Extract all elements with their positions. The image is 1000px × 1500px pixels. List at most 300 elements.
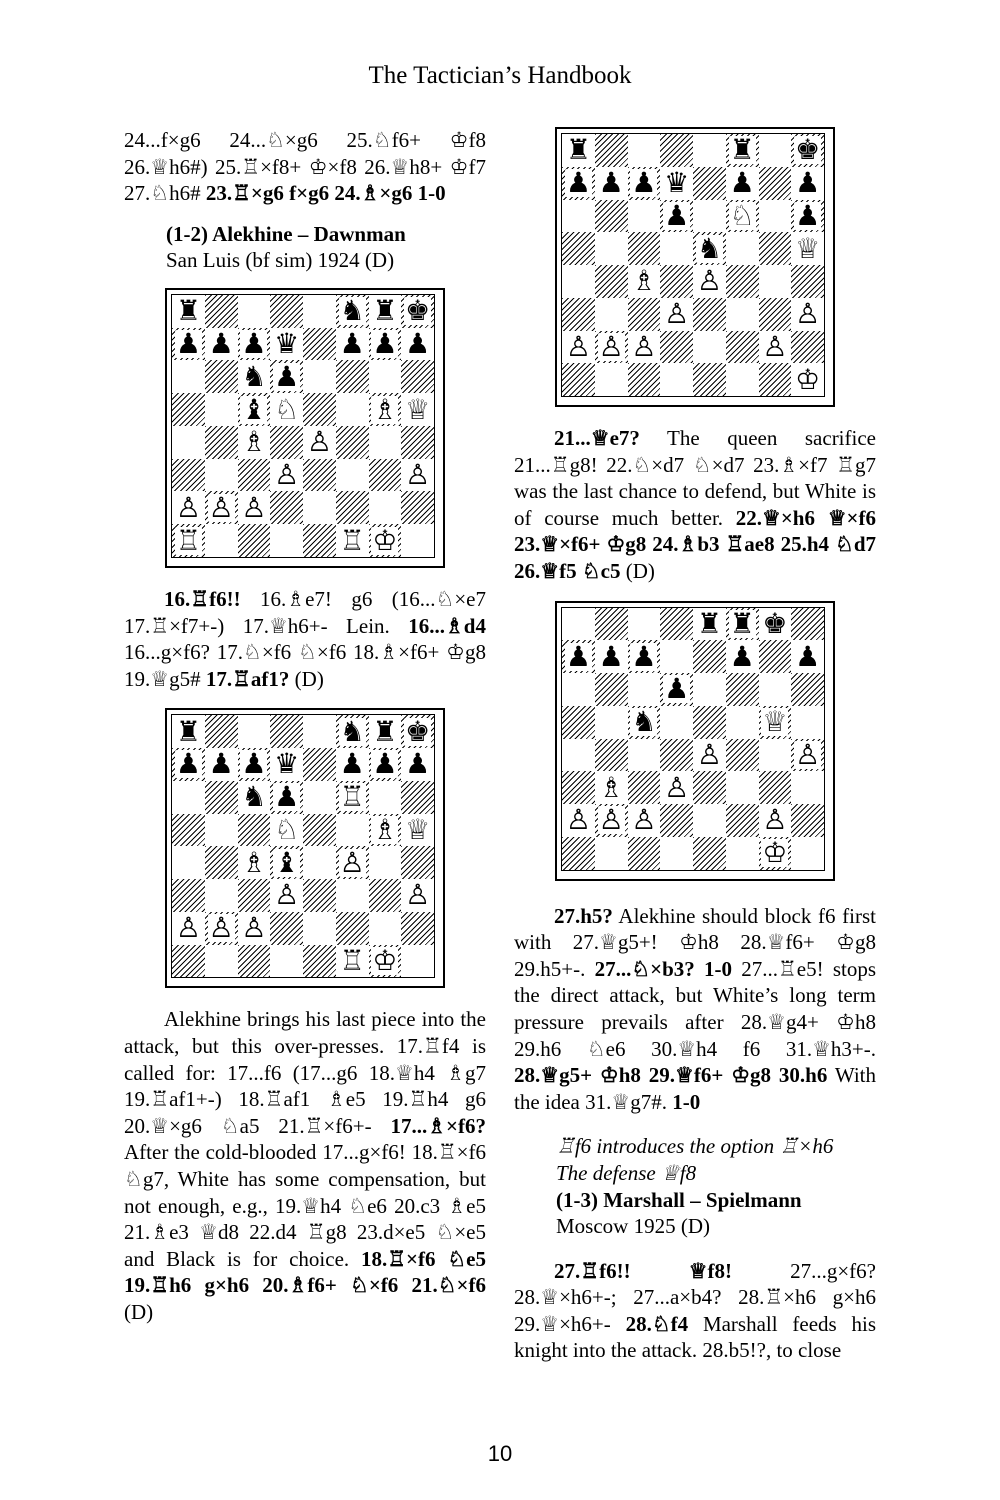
board-square <box>172 715 205 748</box>
board-square <box>693 134 726 167</box>
black-bishop-icon: ♝ <box>274 845 300 879</box>
board-square <box>172 912 205 945</box>
board-square <box>660 804 693 837</box>
board-square <box>595 298 628 331</box>
board-square <box>791 608 824 641</box>
board-square <box>336 814 369 847</box>
black-pawn-icon: ♟ <box>175 747 201 781</box>
board-square <box>401 426 434 459</box>
white-rook-icon: ♖ <box>175 523 201 557</box>
white-knight-icon: ♘ <box>729 198 755 232</box>
board-square <box>270 459 303 492</box>
board-square <box>172 360 205 393</box>
board-square <box>595 706 628 739</box>
board-square <box>238 748 271 781</box>
white-pawn-icon: ♙ <box>762 329 788 363</box>
board-square <box>205 426 238 459</box>
board-square <box>303 846 336 879</box>
game-title: (1-3) Marshall – Spielmann <box>556 1187 802 1212</box>
board-square <box>303 912 336 945</box>
board-square <box>270 393 303 426</box>
board-square <box>562 608 595 641</box>
board-square <box>303 426 336 459</box>
black-pawn-icon: ♟ <box>664 672 690 706</box>
white-pawn-icon: ♙ <box>274 878 300 912</box>
board-square <box>693 673 726 706</box>
board-square <box>172 295 205 328</box>
board-square <box>270 360 303 393</box>
board-square <box>205 748 238 781</box>
board-square <box>660 298 693 331</box>
black-queen-icon: ♛ <box>274 747 300 781</box>
board-square <box>628 837 661 870</box>
black-pawn-icon: ♟ <box>405 747 431 781</box>
board-square <box>336 748 369 781</box>
white-bishop-icon: ♗ <box>241 425 267 459</box>
board-square <box>595 134 628 167</box>
board-square <box>660 167 693 200</box>
board-square <box>336 328 369 361</box>
white-pawn-icon: ♙ <box>565 803 591 837</box>
board-square <box>759 363 792 396</box>
board-square <box>238 524 271 557</box>
white-queen-icon: ♕ <box>405 812 431 846</box>
board-square <box>401 328 434 361</box>
board-square <box>693 706 726 739</box>
black-queen-icon: ♛ <box>664 166 690 200</box>
board-square <box>628 706 661 739</box>
board-square <box>759 640 792 673</box>
board-square <box>401 295 434 328</box>
black-pawn-icon: ♟ <box>795 639 821 673</box>
black-pawn-icon: ♟ <box>274 780 300 814</box>
running-header: The Tactician’s Handbook <box>368 62 632 89</box>
board-square <box>172 814 205 847</box>
board-square <box>791 134 824 167</box>
black-pawn-icon: ♟ <box>372 327 398 361</box>
board-square <box>205 912 238 945</box>
black-rook-icon: ♜ <box>372 294 398 328</box>
black-pawn-icon: ♟ <box>372 747 398 781</box>
board-square <box>628 167 661 200</box>
black-queen-icon: ♛ <box>274 327 300 361</box>
black-pawn-icon: ♟ <box>208 747 234 781</box>
chess-diagram <box>165 288 445 568</box>
board-square <box>693 200 726 233</box>
chess-diagram <box>165 708 445 988</box>
white-king-icon: ♔ <box>372 943 398 977</box>
board-square <box>270 524 303 557</box>
black-pawn-icon: ♟ <box>405 327 431 361</box>
white-queen-icon: ♕ <box>762 705 788 739</box>
board-square <box>759 134 792 167</box>
board-square <box>270 426 303 459</box>
board-square <box>369 360 402 393</box>
board-square <box>205 393 238 426</box>
white-pawn-icon: ♙ <box>241 911 267 945</box>
board-square <box>628 739 661 772</box>
board-square <box>270 912 303 945</box>
board-square <box>336 360 369 393</box>
white-rook-icon: ♖ <box>339 780 365 814</box>
board-square <box>791 837 824 870</box>
board-square <box>562 298 595 331</box>
right-column <box>514 127 876 1364</box>
board-square <box>369 295 402 328</box>
board-square <box>336 846 369 879</box>
white-pawn-icon: ♙ <box>598 803 624 837</box>
board-square <box>791 167 824 200</box>
board-square <box>726 167 759 200</box>
board-square <box>303 814 336 847</box>
board-square <box>369 426 402 459</box>
board-square <box>759 331 792 364</box>
board-square <box>205 491 238 524</box>
board-square <box>628 608 661 641</box>
board-square <box>238 491 271 524</box>
board-square <box>205 781 238 814</box>
white-pawn-icon: ♙ <box>598 329 624 363</box>
paragraph: 21...♕e7? The queen sacrifice 21...♖g8! 22.♘×d7 ♘×d7 23.♗×f7 ♖g7 was the last chance to defend, but White is of course much better. 22.♕×h6 ♕×f6 23.♕×f6+ ♔g8 24.♗b3 ♖ae8 25.h4 ♘d7 26.♕f5 ♘c5 (D) <box>514 426 876 583</box>
board-square <box>205 715 238 748</box>
board-square <box>401 846 434 879</box>
board-square <box>172 426 205 459</box>
board-square <box>759 232 792 265</box>
board-square <box>759 200 792 233</box>
white-king-icon: ♔ <box>762 836 788 870</box>
board-square <box>693 331 726 364</box>
white-rook-icon: ♖ <box>339 943 365 977</box>
board-square <box>660 331 693 364</box>
board-square <box>791 232 824 265</box>
board-square <box>369 524 402 557</box>
white-king-icon: ♔ <box>372 523 398 557</box>
white-pawn-icon: ♙ <box>306 425 332 459</box>
black-pawn-icon: ♟ <box>631 166 657 200</box>
black-rook-icon: ♜ <box>175 294 201 328</box>
board-square <box>336 491 369 524</box>
black-rook-icon: ♜ <box>729 606 755 640</box>
board-square <box>303 748 336 781</box>
board-square <box>562 232 595 265</box>
board-square <box>759 739 792 772</box>
board-square <box>562 363 595 396</box>
white-king-icon: ♔ <box>795 362 821 396</box>
board-square <box>726 673 759 706</box>
board-square <box>791 804 824 837</box>
board-square <box>238 781 271 814</box>
board-square <box>693 837 726 870</box>
white-bishop-icon: ♗ <box>598 770 624 804</box>
board-square <box>369 814 402 847</box>
board-square <box>336 295 369 328</box>
board-square <box>759 167 792 200</box>
black-knight-icon: ♞ <box>631 705 657 739</box>
board-square <box>791 771 824 804</box>
black-rook-icon: ♜ <box>696 606 722 640</box>
board-square <box>238 459 271 492</box>
board-square <box>693 363 726 396</box>
board-square <box>693 739 726 772</box>
board-square <box>660 739 693 772</box>
board-square <box>238 715 271 748</box>
black-pawn-icon: ♟ <box>565 639 591 673</box>
board-square <box>238 328 271 361</box>
white-pawn-icon: ♙ <box>241 490 267 524</box>
board-square <box>270 814 303 847</box>
board-square <box>369 945 402 978</box>
board-square <box>726 837 759 870</box>
board-square <box>270 781 303 814</box>
board-square <box>369 781 402 814</box>
board-square <box>270 846 303 879</box>
black-pawn-icon: ♟ <box>729 639 755 673</box>
white-pawn-icon: ♙ <box>795 297 821 331</box>
board-square <box>628 363 661 396</box>
board-square <box>303 715 336 748</box>
board-square <box>401 459 434 492</box>
board-square <box>660 640 693 673</box>
board-square <box>595 363 628 396</box>
board-square <box>759 265 792 298</box>
board-square <box>660 706 693 739</box>
board-square <box>205 360 238 393</box>
board-square <box>562 134 595 167</box>
board-square <box>562 167 595 200</box>
white-pawn-icon: ♙ <box>664 297 690 331</box>
board-square <box>759 837 792 870</box>
board-square <box>759 298 792 331</box>
note-line: ♖f6 introduces the option ♖×h6 <box>556 1134 834 1159</box>
board-square <box>628 673 661 706</box>
board-square <box>693 608 726 641</box>
white-pawn-icon: ♙ <box>405 878 431 912</box>
board-square <box>628 331 661 364</box>
board-square <box>401 748 434 781</box>
board-square <box>369 491 402 524</box>
board-square <box>562 771 595 804</box>
board-square <box>595 167 628 200</box>
black-pawn-icon: ♟ <box>664 198 690 232</box>
board-square <box>205 879 238 912</box>
board-square <box>205 295 238 328</box>
board-square <box>369 459 402 492</box>
board-square <box>726 804 759 837</box>
board-square <box>693 265 726 298</box>
board-square <box>336 715 369 748</box>
board-square <box>336 879 369 912</box>
board-square <box>759 673 792 706</box>
board-square <box>693 167 726 200</box>
white-bishop-icon: ♗ <box>631 264 657 298</box>
note-line: The defense ♕f8 <box>556 1160 697 1185</box>
white-pawn-icon: ♙ <box>405 458 431 492</box>
left-column <box>124 127 486 1325</box>
black-bishop-icon: ♝ <box>241 392 267 426</box>
white-bishop-icon: ♗ <box>372 392 398 426</box>
board-square <box>595 265 628 298</box>
board-square <box>595 608 628 641</box>
black-king-icon: ♚ <box>795 133 821 167</box>
board-square <box>172 393 205 426</box>
notes-block <box>514 1133 876 1239</box>
board-square <box>660 673 693 706</box>
board-square <box>172 491 205 524</box>
board-square <box>595 739 628 772</box>
board-square <box>205 846 238 879</box>
board-square <box>726 298 759 331</box>
board-square <box>562 640 595 673</box>
board-square <box>726 265 759 298</box>
board-square <box>595 640 628 673</box>
black-pawn-icon: ♟ <box>274 359 300 393</box>
board-square <box>303 393 336 426</box>
white-pawn-icon: ♙ <box>762 803 788 837</box>
board-square <box>303 879 336 912</box>
board-square <box>369 912 402 945</box>
board-square <box>303 459 336 492</box>
black-knight-icon: ♞ <box>696 231 722 265</box>
black-knight-icon: ♞ <box>339 294 365 328</box>
white-pawn-icon: ♙ <box>795 737 821 771</box>
board-square <box>660 200 693 233</box>
board-square <box>759 608 792 641</box>
board-square <box>595 673 628 706</box>
board-square <box>270 491 303 524</box>
chess-diagram <box>555 601 835 881</box>
board-square <box>791 363 824 396</box>
black-king-icon: ♚ <box>762 606 788 640</box>
board-square <box>628 771 661 804</box>
board-square <box>303 360 336 393</box>
board-square <box>562 739 595 772</box>
board-square <box>401 360 434 393</box>
black-king-icon: ♚ <box>405 294 431 328</box>
board-square <box>791 673 824 706</box>
board-square <box>270 328 303 361</box>
board-square <box>369 748 402 781</box>
paragraph: Alekhine brings his last piece into the attack, but this over-presses. 17.♖f4 is called for: 17...f6 (17...g6 18.♕h4 ♗g7 19.♖af1+-) 18.♖af1 ♗e5 19.♖h4 g6 20.♕×g6 ♘a5 21.♖×f6+- 17...♗×f6? After the cold-blooded 17...g×f6! 18.♖×f6 ♘g7, White has some compensation, but not enough, e.g., 19.♕h4 ♘e6 20.c3 ♗e5 21.♗e3 ♕d8 22.d4 ♖g8 23.d×e5 ♘×e5 and Black is for choice. 18.♖×f6 ♘e5 19.♖h6 g×h6 20.♗f6+ ♘×f6 21.♘×f6 (D) <box>124 1007 486 1324</box>
white-queen-icon: ♕ <box>405 392 431 426</box>
board-square <box>628 232 661 265</box>
board-square <box>401 912 434 945</box>
board-square <box>303 295 336 328</box>
board-square <box>562 837 595 870</box>
board-square <box>693 804 726 837</box>
board-square <box>172 459 205 492</box>
board-square <box>336 524 369 557</box>
board-square <box>205 459 238 492</box>
board-square <box>303 491 336 524</box>
board-square <box>693 298 726 331</box>
board-square <box>401 781 434 814</box>
game-event: Moscow 1925 (D) <box>556 1214 710 1239</box>
board-square <box>238 846 271 879</box>
board-square <box>595 804 628 837</box>
black-pawn-icon: ♟ <box>339 747 365 781</box>
board-square <box>660 771 693 804</box>
game-heading <box>124 221 486 274</box>
white-rook-icon: ♖ <box>339 523 365 557</box>
board-square <box>791 640 824 673</box>
board-square <box>369 328 402 361</box>
board-square <box>693 232 726 265</box>
black-pawn-icon: ♟ <box>598 166 624 200</box>
black-pawn-icon: ♟ <box>175 327 201 361</box>
black-knight-icon: ♞ <box>241 359 267 393</box>
paragraph: 16.♖f6!! 16.♗e7! g6 (16...♘×e7 17.♖×f7+-) 17.♕h6+- Lein. 16...♗d4 16...g×f6? 17.♘×f6 ♘×f6 18.♗×f6+ ♔g8 19.♕g5# 17.♖af1? (D) <box>124 586 486 691</box>
board-square <box>336 393 369 426</box>
board-square <box>660 608 693 641</box>
board-square <box>726 232 759 265</box>
board-square <box>628 134 661 167</box>
board-square <box>660 232 693 265</box>
white-pawn-icon: ♙ <box>631 803 657 837</box>
board-square <box>660 134 693 167</box>
board-square <box>759 706 792 739</box>
board-square <box>791 739 824 772</box>
board-square <box>172 328 205 361</box>
board-square <box>336 426 369 459</box>
black-pawn-icon: ♟ <box>339 327 365 361</box>
white-bishop-icon: ♗ <box>372 812 398 846</box>
board-square <box>595 331 628 364</box>
board-square <box>401 945 434 978</box>
white-knight-icon: ♘ <box>274 812 300 846</box>
board-square <box>628 640 661 673</box>
board-square <box>726 739 759 772</box>
game-event: San Luis (bf sim) 1924 (D) <box>166 248 395 273</box>
board-square <box>205 328 238 361</box>
board-square <box>693 771 726 804</box>
board-square <box>791 200 824 233</box>
board-square <box>238 360 271 393</box>
board-square <box>336 459 369 492</box>
paragraph: 27.h5? Alekhine should block f6 first with 27.♕g5+! ♔h8 28.♕f6+ ♔g8 29.h5+-. 27...♘×b3? 1-0 27...♖e5! stops the direct attack, but White’s long term pressure prevails after 28.♕g4+ ♔h8 29.h6 ♘e6 30.♕h4 f6 31.♕h3+-. 28.♕g5+ ♔h8 29.♕f6+ ♔g8 30.h6 With the idea 31.♕g7#. 1-0 <box>514 903 876 1114</box>
white-pawn-icon: ♙ <box>208 911 234 945</box>
black-rook-icon: ♜ <box>372 714 398 748</box>
board-square <box>205 814 238 847</box>
board-square <box>726 363 759 396</box>
board-square <box>270 715 303 748</box>
board-square <box>303 781 336 814</box>
board-square <box>595 232 628 265</box>
board-square <box>303 524 336 557</box>
board-square <box>238 295 271 328</box>
board-square <box>172 748 205 781</box>
white-pawn-icon: ♙ <box>339 845 365 879</box>
board-square <box>336 781 369 814</box>
white-pawn-icon: ♙ <box>208 490 234 524</box>
board-square <box>562 706 595 739</box>
black-pawn-icon: ♟ <box>631 639 657 673</box>
black-pawn-icon: ♟ <box>565 166 591 200</box>
board-square <box>238 393 271 426</box>
board-square <box>726 706 759 739</box>
paragraph: 27.♖f6!! ♕f8! 27...g×f6? 28.♕×h6+-; 27...a×b4? 28.♖×h6 g×h6 29.♕×h6+- 28.♘f4 Marshall feeds his knight into the attack. 28.b5!?, to close <box>514 1258 876 1363</box>
board-square <box>172 879 205 912</box>
board-square <box>562 804 595 837</box>
board-square <box>205 945 238 978</box>
board-square <box>791 265 824 298</box>
paragraph: 24...f×g6 24...♘×g6 25.♘f6+ ♔f8 26.♕h6#) 25.♖×f8+ ♔×f8 26.♕h8+ ♔f7 27.♘h6# 23.♖×g6 f×g6 24.♗×g6 1-0 <box>124 128 486 206</box>
black-rook-icon: ♜ <box>729 133 755 167</box>
board-square <box>401 814 434 847</box>
board-square <box>401 879 434 912</box>
board-square <box>791 706 824 739</box>
board-square <box>369 879 402 912</box>
board-square <box>628 200 661 233</box>
